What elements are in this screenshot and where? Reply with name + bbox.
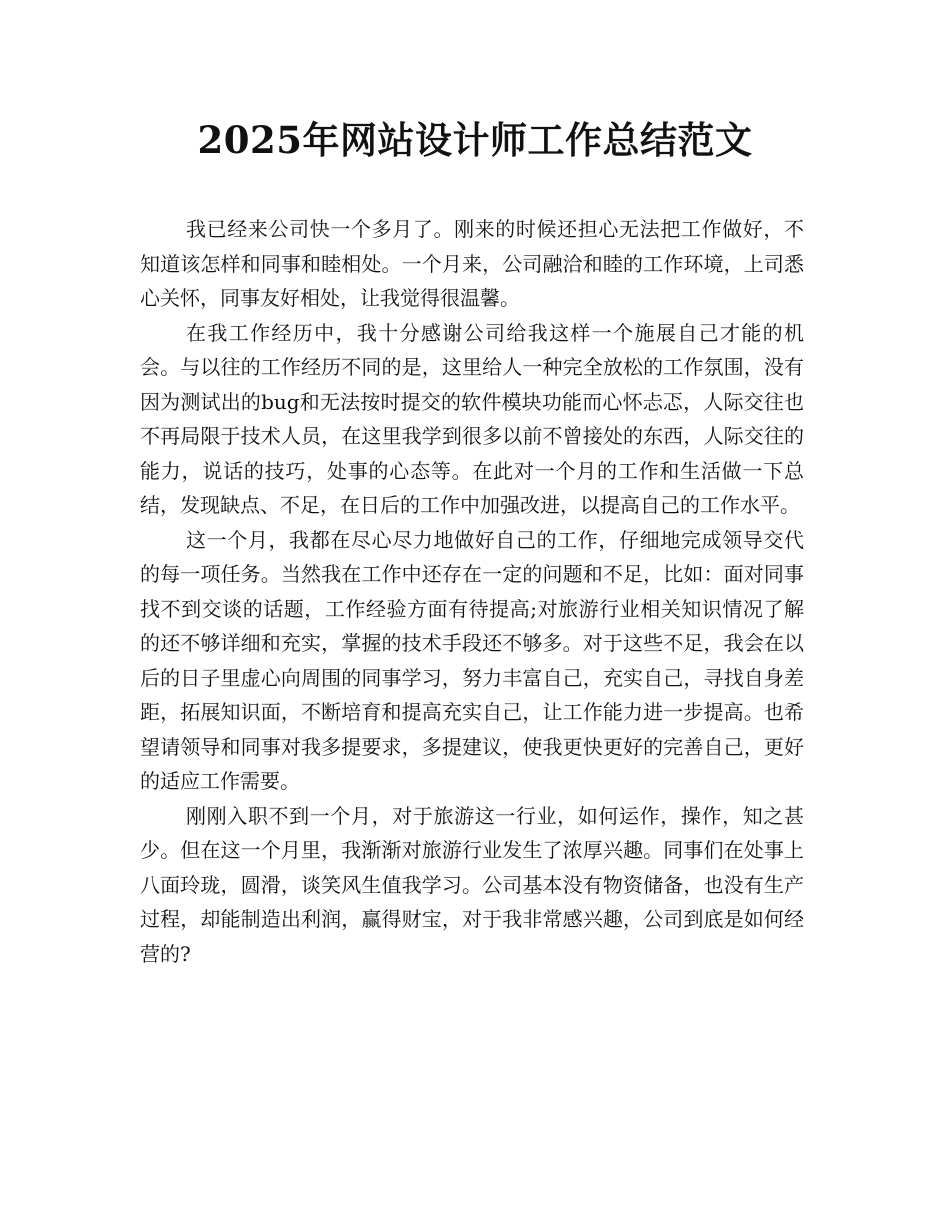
paragraph-1: 我已经来公司快一个多月了。刚来的时候还担心无法把工作做好，不知道该怎样和同事和睦相处。一个月来，公司融洽和睦的工作环境，上司悉心关怀，同事友好相处，让我觉得很温馨。	[140, 217, 804, 310]
paragraph-3: 这一个月，我都在尽心尽力地做好自己的工作，仔细地完成领导交代的每一项任务。当然我在工作中还存在一定的问题和不足，比如：面对同事找不到交谈的话题，工作经验方面有待提高;对旅游行业相关知识情况了解的还不够详细和充实，掌握的技术手段还不够多。对于这些不足，我会在以后的日子里虚心向周围的同事学习，努力丰富自己，充实自己，寻找自身差距，拓展知识面，不断培育和提高充实自己，让工作能力进一步提高。也希望请领导和同事对我多提要求，多提建议，使我更快更好的完善自己，更好的适应工作需要。	[140, 527, 804, 793]
document-title: 2025年网站设计师工作总结范文	[197, 118, 753, 162]
paragraph-2: 在我工作经历中，我十分感谢公司给我这样一个施展自己才能的机会。与以往的工作经历不同的是，这里给人一种完全放松的工作氛围，没有因为测试出的bug和无法按时提交的软件模块功能而心怀忐忑，人际交往也不再局限于技术人员，在这里我学到很多以前不曾接处的东西，人际交往的能力，说话的技巧，处事的心态等。在此对一个月的工作和生活做一下总结，发现缺点、不足，在日后的工作中加强改进，以提高自己的工作水平。	[140, 320, 804, 517]
document-body	[140, 212, 804, 971]
paragraph-4: 刚刚入职不到一个月，对于旅游这一行业，如何运作，操作，知之甚少。但在这一个月里，我渐渐对旅游行业发生了浓厚兴趣。同事们在处事上八面玲珑，圆滑，谈笑风生值我学习。公司基本没有物资储备，也没有生产过程，却能制造出利润，赢得财宝，对于我非常感兴趣，公司到底是如何经营的?	[140, 803, 804, 966]
